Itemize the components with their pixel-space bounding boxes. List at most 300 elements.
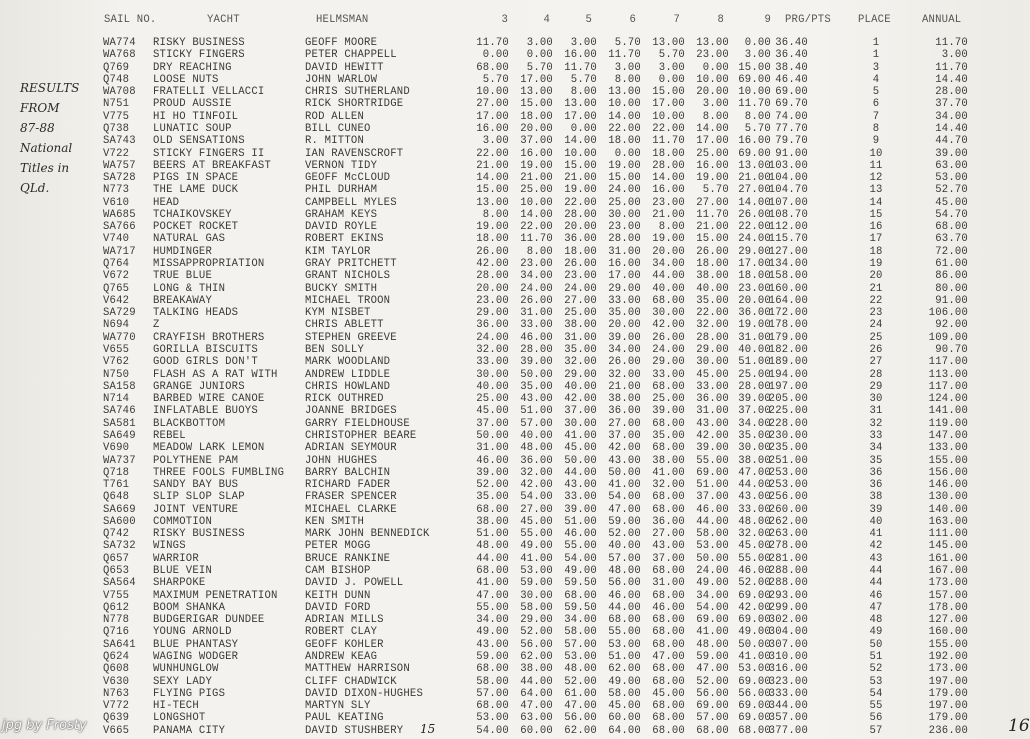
cell-yacht: SHARPOKE [153, 577, 206, 590]
cell-race-6: 55.00 [608, 626, 641, 639]
cell-race-8: 10.00 [696, 73, 729, 86]
cell-race-3: 54.00 [476, 724, 509, 737]
cell-race-8: 69.00 [696, 700, 729, 713]
cell-sail-no: Q612 [103, 601, 130, 614]
cell-annual: 52.70 [935, 184, 968, 197]
cell-race-8: 68.00 [696, 724, 729, 737]
cell-race-9: 43.00 [738, 491, 771, 504]
cell-race-9: 35.00 [738, 429, 771, 442]
page-number-left: 15 [420, 722, 436, 736]
cell-helmsman: ANDREW LIDDLE [305, 368, 391, 381]
cell-place: 41 [869, 528, 883, 541]
cell-yacht: JOINT VENTURE [153, 503, 239, 516]
cell-place: 42 [869, 540, 883, 553]
cell-yacht: REBEL [153, 429, 186, 442]
cell-race-7: 32.00 [652, 479, 685, 492]
cell-race-5: 61.00 [564, 687, 597, 700]
cell-race-3: 11.70 [476, 37, 509, 49]
cell-race-3: 17.00 [476, 110, 509, 123]
cell-race-8: 36.00 [696, 393, 729, 406]
cell-sail-no: Q765 [103, 282, 130, 295]
cell-place: 35 [869, 454, 883, 467]
cell-annual: 11.70 [935, 37, 968, 49]
cell-race-7: 68.00 [652, 503, 685, 516]
cell-race-5: 3.00 [570, 37, 597, 49]
cell-race-9: 69.00 [738, 614, 771, 627]
cell-race-8: 48.00 [696, 638, 729, 651]
cell-race-3: 29.00 [476, 307, 509, 320]
cell-race-6: 36.00 [608, 405, 641, 418]
cell-race-5: 38.00 [564, 319, 597, 332]
cell-race-8: 30.00 [696, 356, 729, 369]
cell-race-9: 11.70 [738, 98, 771, 111]
cell-race-7: 24.00 [652, 344, 685, 356]
cell-race-3: 51.00 [476, 528, 509, 541]
cell-race-6: 28.00 [608, 233, 641, 246]
cell-sail-no: Q764 [103, 258, 130, 271]
cell-annual: 14.40 [935, 122, 968, 135]
cell-annual: 68.00 [935, 221, 968, 234]
header-sail-no: SAIL NO. [104, 14, 157, 26]
cell-place: 18 [869, 245, 883, 258]
cell-race-7: 45.00 [652, 687, 685, 700]
cell-yacht: COMMOTION [153, 515, 213, 528]
cell-race-4: 60.00 [520, 724, 553, 737]
cell-prg-pts: 228.00 [768, 417, 808, 430]
cell-yacht: WINGS [153, 540, 186, 553]
cell-yacht: STICKY FINGERS [153, 49, 245, 62]
cell-race-7: 15.00 [652, 86, 685, 99]
cell-place: 29 [869, 380, 883, 393]
cell-place: 3 [872, 61, 880, 74]
cell-place: 30 [869, 393, 883, 406]
cell-race-4: 13.00 [520, 86, 553, 99]
cell-race-9: 22.00 [738, 221, 771, 234]
cell-race-4: 39.00 [520, 356, 553, 369]
cell-race-5: 55.00 [564, 540, 597, 553]
cell-race-5: 0.00 [570, 122, 597, 135]
cell-helmsman: GEOFF McCLOUD [305, 172, 391, 185]
cell-race-6: 25.00 [608, 196, 641, 209]
cell-place: 21 [869, 282, 883, 295]
cell-sail-no: SA669 [103, 503, 136, 516]
cell-race-4: 20.00 [520, 122, 553, 135]
cell-prg-pts: 323.00 [768, 675, 808, 688]
cell-race-5: 21.00 [564, 172, 597, 185]
cell-helmsman: ROD ALLEN [305, 110, 365, 123]
cell-race-6: 48.00 [608, 565, 641, 578]
cell-race-7: 37.00 [652, 552, 685, 565]
cell-yacht: FLASH AS A RAT WITH [153, 368, 278, 381]
cell-race-5: 39.00 [564, 503, 597, 516]
cell-prg-pts: 69.00 [775, 86, 808, 99]
cell-race-8: 11.70 [696, 208, 729, 221]
cell-place: 39 [869, 503, 883, 516]
cell-annual: 39.00 [935, 147, 968, 160]
cell-sail-no: N778 [103, 614, 130, 627]
cell-helmsman: GEOFF MOORE [305, 37, 378, 49]
cell-sail-no: V772 [103, 700, 130, 713]
cell-yacht: FRATELLI VELLACCI [153, 86, 265, 99]
cell-helmsman: MICHAEL CLARKE [305, 503, 397, 516]
cell-race-7: 68.00 [652, 294, 685, 307]
cell-race-8: 50.00 [696, 552, 729, 565]
cell-helmsman: CAMPBELL MYLES [305, 196, 397, 209]
cell-helmsman: JOHN HUGHES [305, 454, 378, 467]
cell-race-4: 41.00 [520, 552, 553, 565]
cell-race-3: 15.00 [476, 184, 509, 197]
cell-prg-pts: 172.00 [768, 307, 808, 320]
cell-race-5: 31.00 [564, 331, 597, 344]
cell-race-9: 56.00 [738, 687, 771, 700]
cell-race-9: 51.00 [738, 356, 771, 369]
cell-race-7: 41.00 [652, 466, 685, 479]
cell-race-9: 21.00 [738, 172, 771, 185]
cell-annual: 28.00 [935, 86, 968, 99]
cell-helmsman: CAM BISHOP [305, 565, 371, 578]
cell-race-7: 0.00 [658, 73, 685, 86]
cell-race-5: 49.00 [564, 565, 597, 578]
cell-race-8: 25.00 [696, 147, 729, 160]
cell-race-4: 26.00 [520, 294, 553, 307]
cell-prg-pts: 36.40 [775, 37, 808, 49]
cell-place: 1 [872, 49, 880, 62]
cell-race-6: 11.70 [608, 49, 641, 62]
cell-helmsman: KEN SMITH [305, 515, 365, 528]
cell-place: 32 [869, 417, 883, 430]
cell-race-6: 26.00 [608, 356, 641, 369]
cell-race-6: 41.00 [608, 479, 641, 492]
cell-annual: 111.00 [928, 528, 968, 541]
cell-race-3: 37.00 [476, 417, 509, 430]
cell-place: 53 [869, 675, 883, 688]
cell-yacht: GORILLA BISCUITS [153, 344, 258, 356]
cell-helmsman: PHIL DURHAM [305, 184, 378, 197]
cell-prg-pts: 281.00 [768, 552, 808, 565]
cell-race-5: 15.00 [564, 159, 597, 172]
cell-race-7: 34.00 [652, 258, 685, 271]
cell-annual: 91.00 [935, 294, 968, 307]
cell-prg-pts: 182.00 [768, 344, 808, 356]
cell-sail-no: N763 [103, 687, 130, 700]
cell-annual: 173.00 [928, 663, 968, 676]
cell-race-8: 17.00 [696, 135, 729, 148]
cell-yacht: RISKY BUSINESS [153, 37, 245, 49]
cell-annual: 90.70 [935, 344, 968, 356]
cell-race-3: 22.00 [476, 147, 509, 160]
cell-race-5: 10.00 [564, 147, 597, 160]
cell-prg-pts: 38.40 [775, 61, 808, 74]
cell-race-4: 38.00 [520, 663, 553, 676]
cell-race-7: 68.00 [652, 712, 685, 725]
cell-place: 51 [869, 651, 883, 663]
cell-prg-pts: 225.00 [768, 405, 808, 418]
cell-helmsman: ADRIAN MILLS [305, 614, 384, 627]
cell-race-8: 43.00 [696, 417, 729, 430]
cell-prg-pts: 299.00 [768, 601, 808, 614]
cell-race-5: 46.00 [564, 528, 597, 541]
cell-sail-no: Q716 [103, 626, 130, 639]
cell-yacht: BLUE VEIN [153, 565, 213, 578]
cell-place: 19 [869, 258, 883, 271]
cell-annual: 119.00 [928, 417, 968, 430]
cell-prg-pts: 235.00 [768, 442, 808, 455]
cell-race-5: 34.00 [564, 614, 597, 627]
cell-prg-pts: 253.00 [768, 466, 808, 479]
cell-prg-pts: 179.00 [768, 331, 808, 344]
cell-prg-pts: 134.00 [768, 258, 808, 271]
cell-sail-no: V610 [103, 196, 130, 209]
cell-race-7: 33.00 [652, 368, 685, 381]
cell-race-8: 54.00 [696, 601, 729, 614]
cell-prg-pts: 260.00 [768, 503, 808, 516]
cell-race-3: 10.00 [476, 86, 509, 99]
cell-race-6: 37.00 [608, 429, 641, 442]
cell-race-7: 26.00 [652, 331, 685, 344]
cell-race-4: 15.00 [520, 98, 553, 111]
cell-helmsman: MICHAEL TROON [305, 294, 391, 307]
cell-race-8: 39.00 [696, 442, 729, 455]
cell-race-7: 68.00 [652, 417, 685, 430]
cell-helmsman: GARRY FIELDHOUSE [305, 417, 410, 430]
cell-annual: 167.00 [928, 565, 968, 578]
cell-annual: 197.00 [928, 700, 968, 713]
cell-race-4: 17.00 [520, 73, 553, 86]
cell-place: 22 [869, 294, 883, 307]
cell-race-4: 44.00 [520, 675, 553, 688]
cell-prg-pts: 189.00 [768, 356, 808, 369]
cell-race-3: 21.00 [476, 159, 509, 172]
cell-annual: 179.00 [928, 687, 968, 700]
cell-race-3: 24.00 [476, 331, 509, 344]
cell-race-8: 69.00 [696, 466, 729, 479]
cell-race-7: 29.00 [652, 356, 685, 369]
cell-prg-pts: 307.00 [768, 638, 808, 651]
cell-race-9: 24.00 [738, 233, 771, 246]
cell-yacht: THE LAME DUCK [153, 184, 239, 197]
cell-race-4: 47.00 [520, 700, 553, 713]
cell-race-4: 29.00 [520, 614, 553, 627]
cell-yacht: GRANGE JUNIORS [153, 380, 245, 393]
cell-race-8: 26.00 [696, 245, 729, 258]
cell-helmsman: ROBERT EKINS [305, 233, 384, 246]
cell-sail-no: Q742 [103, 528, 130, 541]
cell-race-4: 16.00 [520, 147, 553, 160]
cell-race-8: 8.00 [702, 110, 729, 123]
cell-race-5: 35.00 [564, 344, 597, 356]
cell-race-4: 57.00 [520, 417, 553, 430]
cell-race-8: 49.00 [696, 577, 729, 590]
cell-sail-no: SA564 [103, 577, 136, 590]
cell-yacht: POLYTHENE PAM [153, 454, 239, 467]
cell-race-9: 16.00 [738, 135, 771, 148]
cell-sail-no: SA581 [103, 417, 136, 430]
cell-annual: 145.00 [928, 540, 968, 553]
cell-sail-no: WA774 [103, 37, 136, 49]
cell-yacht: HI-TECH [153, 700, 199, 713]
cell-prg-pts: 316.00 [768, 663, 808, 676]
cell-race-9: 17.00 [738, 258, 771, 271]
cell-race-8: 57.00 [696, 712, 729, 725]
cell-race-3: 59.00 [476, 651, 509, 663]
cell-sail-no: SA732 [103, 540, 136, 553]
cell-race-9: 8.00 [744, 110, 771, 123]
cell-race-8: 33.00 [696, 380, 729, 393]
cell-prg-pts: 77.70 [775, 122, 808, 135]
cell-race-4: 5.70 [526, 61, 553, 74]
cell-race-8: 42.00 [696, 429, 729, 442]
cell-annual: 109.00 [928, 331, 968, 344]
cell-race-7: 16.00 [652, 184, 685, 197]
header-helmsman: HELMSMAN [316, 14, 369, 26]
cell-place: 33 [869, 429, 883, 442]
cell-race-9: 46.00 [738, 565, 771, 578]
cell-race-7: 13.00 [652, 37, 685, 49]
cell-race-9: 48.00 [738, 515, 771, 528]
cell-race-3: 14.00 [476, 172, 509, 185]
cell-race-5: 44.00 [564, 466, 597, 479]
cell-place: 54 [869, 687, 883, 700]
cell-race-8: 45.00 [696, 368, 729, 381]
cell-race-3: 47.00 [476, 589, 509, 602]
header-race-6: 6 [629, 14, 636, 26]
cell-race-6: 24.00 [608, 184, 641, 197]
cell-race-7: 25.00 [652, 393, 685, 406]
cell-race-6: 19.00 [608, 159, 641, 172]
cell-race-3: 68.00 [476, 565, 509, 578]
cell-race-5: 13.00 [564, 98, 597, 111]
cell-annual: 130.00 [928, 491, 968, 504]
cell-helmsman: BUCKY SMITH [305, 282, 378, 295]
cell-race-9: 69.00 [738, 147, 771, 160]
cell-place: 48 [869, 614, 883, 627]
watermark: jpg by Frosty [2, 718, 87, 733]
cell-race-9: 69.00 [738, 712, 771, 725]
cell-race-6: 45.00 [608, 700, 641, 713]
cell-race-9: 69.00 [738, 700, 771, 713]
cell-race-6: 3.00 [614, 61, 641, 74]
cell-place: 12 [869, 172, 883, 185]
cell-race-7: 47.00 [652, 651, 685, 663]
cell-race-3: 3.00 [482, 135, 509, 148]
cell-sail-no: SA728 [103, 172, 136, 185]
cell-race-7: 43.00 [652, 540, 685, 553]
cell-sail-no: SA158 [103, 380, 136, 393]
cell-race-9: 40.00 [738, 344, 771, 356]
cell-annual: 34.00 [935, 110, 968, 123]
cell-annual: 173.00 [928, 577, 968, 590]
cell-race-5: 62.00 [564, 724, 597, 737]
cell-race-3: 36.00 [476, 319, 509, 332]
cell-race-8: 20.00 [696, 86, 729, 99]
cell-race-8: 56.00 [696, 687, 729, 700]
cell-annual: 178.00 [928, 601, 968, 614]
cell-sail-no: Q738 [103, 122, 130, 135]
cell-race-6: 49.00 [608, 675, 641, 688]
cell-race-8: 58.00 [696, 528, 729, 541]
cell-prg-pts: 36.40 [775, 49, 808, 62]
cell-yacht: WAGING WODGER [153, 651, 239, 663]
cell-helmsman: ROBERT CLAY [305, 626, 378, 639]
cell-race-9: 13.00 [738, 159, 771, 172]
cell-prg-pts: 194.00 [768, 368, 808, 381]
cell-annual: 106.00 [928, 307, 968, 320]
cell-race-7: 17.00 [652, 98, 685, 111]
cell-race-6: 0.00 [614, 147, 641, 160]
cell-race-4: 30.00 [520, 589, 553, 602]
cell-yacht: BUDGERIGAR DUNDEE [153, 614, 265, 627]
cell-race-3: 46.00 [476, 454, 509, 467]
cell-race-8: 55.00 [696, 454, 729, 467]
cell-race-9: 31.00 [738, 331, 771, 344]
cell-race-8: 52.00 [696, 675, 729, 688]
cell-yacht: MEADOW LARK LEMON [153, 442, 265, 455]
cell-race-5: 56.00 [564, 712, 597, 725]
cell-race-3: 35.00 [476, 491, 509, 504]
cell-race-6: 34.00 [608, 344, 641, 356]
cell-race-5: 17.00 [564, 110, 597, 123]
cell-race-9: 69.00 [738, 73, 771, 86]
cell-yacht: INFLATABLE BUOYS [153, 405, 258, 418]
cell-place: 52 [869, 663, 883, 676]
cell-race-6: 13.00 [608, 86, 641, 99]
cell-race-6: 60.00 [608, 712, 641, 725]
cell-race-6: 31.00 [608, 245, 641, 258]
cell-sail-no: Q718 [103, 466, 130, 479]
cell-place: 36 [869, 466, 883, 479]
header-place: PLACE [858, 14, 891, 26]
cell-sail-no: N714 [103, 393, 130, 406]
cell-race-7: 21.00 [652, 208, 685, 221]
cell-sail-no: V740 [103, 233, 130, 246]
cell-race-3: 68.00 [476, 61, 509, 74]
cell-race-6: 68.00 [608, 614, 641, 627]
cell-race-3: 27.00 [476, 98, 509, 111]
cell-race-9: 37.00 [738, 405, 771, 418]
cell-race-6: 52.00 [608, 528, 641, 541]
cell-place: 7 [872, 110, 880, 123]
cell-annual: 133.00 [928, 442, 968, 455]
cell-race-5: 52.00 [564, 675, 597, 688]
cell-yacht: HI HO TINFOIL [153, 110, 239, 123]
cell-prg-pts: 107.00 [768, 196, 808, 209]
header-prg-pts: PRG/PTS [785, 14, 831, 26]
cell-race-9: 53.00 [738, 663, 771, 676]
cell-annual: 63.00 [935, 159, 968, 172]
cell-helmsman: DAVID FORD [305, 601, 371, 614]
cell-race-9: 10.00 [738, 86, 771, 99]
cell-race-6: 58.00 [608, 687, 641, 700]
cell-place: 49 [869, 626, 883, 639]
cell-race-5: 48.00 [564, 663, 597, 676]
cell-race-6: 38.00 [608, 393, 641, 406]
cell-race-3: 13.00 [476, 196, 509, 209]
cell-race-4: 31.00 [520, 307, 553, 320]
header-race-7: 7 [673, 14, 680, 26]
cell-race-4: 55.00 [520, 528, 553, 541]
cell-race-4: 28.00 [520, 344, 553, 356]
cell-prg-pts: 112.00 [768, 221, 808, 234]
cell-race-5: 40.00 [564, 380, 597, 393]
cell-race-8: 53.00 [696, 540, 729, 553]
cell-race-8: 16.00 [696, 159, 729, 172]
cell-prg-pts: 74.00 [775, 110, 808, 123]
cell-race-6: 57.00 [608, 552, 641, 565]
cell-race-6: 17.00 [608, 270, 641, 283]
cell-race-3: 19.00 [476, 221, 509, 234]
cell-race-8: 44.00 [696, 515, 729, 528]
cell-place: 15 [869, 208, 883, 221]
